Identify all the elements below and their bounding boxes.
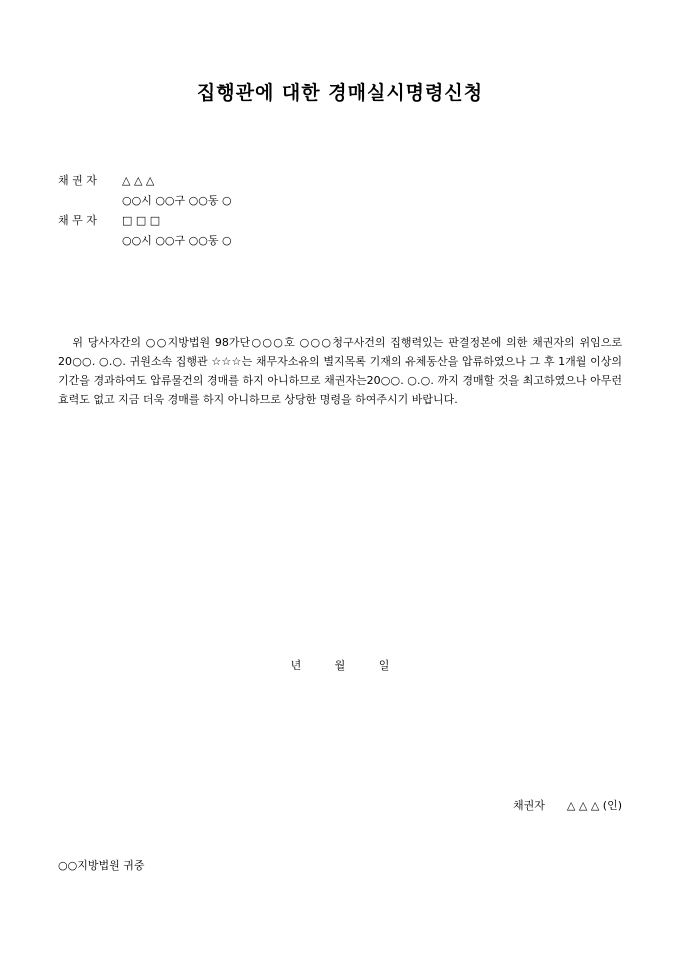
signature-name: △ △ △ (인) bbox=[566, 799, 622, 812]
creditor-label: 채 권 자 bbox=[58, 174, 97, 187]
application-date: 년 월 일 bbox=[290, 659, 390, 672]
signature-label: 채권자 bbox=[513, 799, 545, 812]
application-body-text: 위 당사자간의 ○○지방법원 98가단○○○호 ○○○청구사건의 집행력있는 판결정본에 의한 채권자의 위임으로 20○○. ○.○. 귀원소속 집행관 ☆☆☆는 채무자소유의 별지목록 기재의 유체동산을 압류하였으나 그 후 1개월 이상의 기간을 경과하여도 압류물건의 경매를 하지 아니하므로 채권자는20○○. ○.○. 까지 경매할 것을 최고하였으나 아무런 효력도 없고 지금 더욱 경매를 하지 아니하므로 상당한 명령을 하여주시기 바랍니다. bbox=[58, 336, 622, 406]
debtor-address: ○○시 ○○구 ○○동 ○ bbox=[122, 234, 232, 247]
signature-line bbox=[513, 797, 622, 813]
debtor-label: 채 무 자 bbox=[58, 214, 97, 227]
application-body bbox=[58, 333, 622, 409]
creditor-name: △ △ △ bbox=[122, 174, 155, 187]
court-addressee: ○○지방법원 귀중 bbox=[58, 859, 145, 872]
creditor-address: ○○시 ○○구 ○○동 ○ bbox=[122, 194, 232, 207]
debtor-name: □ □ □ bbox=[122, 214, 161, 227]
debtor-line bbox=[58, 214, 160, 228]
creditor-line bbox=[58, 174, 154, 188]
document-title: 집행관에 대한 경매실시명령신청 bbox=[196, 82, 484, 104]
